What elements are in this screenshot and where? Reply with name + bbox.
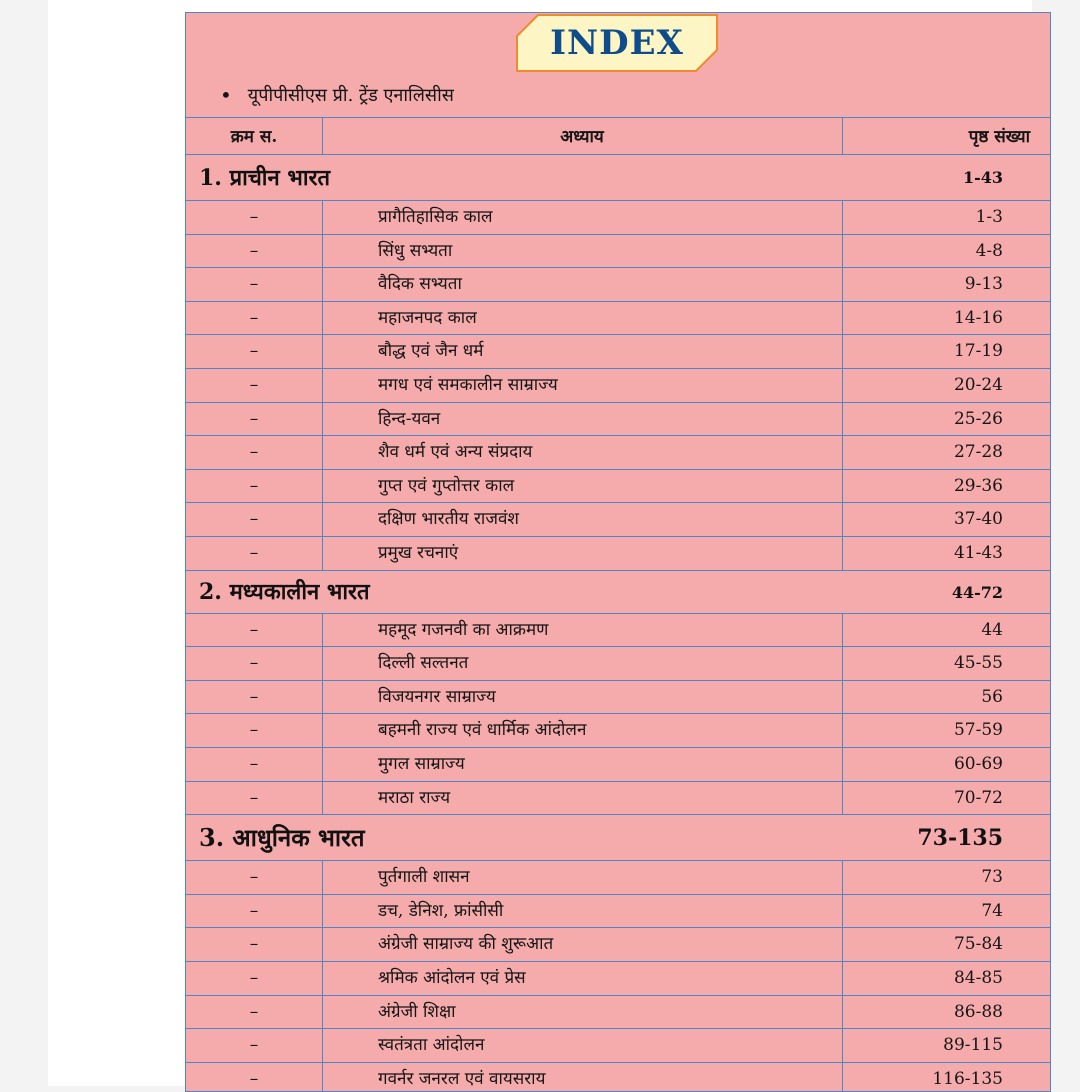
page-range: 41-43 [953,543,1003,563]
row-dash: – [249,509,259,530]
column-divider [322,614,323,816]
page-range: 4-8 [975,240,1003,261]
table-row [186,895,1051,929]
chapter-name: दक्षिण भारतीय राजवंश [378,509,519,530]
section-page-range: 73-135 [917,825,1003,852]
trend-item-label: यूपीपीसीएस प्री. ट्रेंड एनालिसीस [247,85,454,106]
table-row [186,647,1051,681]
row-dash: – [249,543,259,563]
section-header [186,571,1051,614]
page-range: 29-36 [953,475,1003,496]
table-row [186,235,1051,269]
page-range: 70-72 [953,787,1003,808]
page-range: 89-115 [943,1035,1003,1056]
page-range: 20-24 [953,375,1003,395]
page-range: 45-55 [953,653,1003,674]
section-page-range: 1-43 [962,168,1003,187]
chapter-name: डच, डेनिश, फ्रांसीसी [378,900,504,921]
header-column-divider [842,117,843,155]
index-title: INDEX [550,23,684,63]
header-sno: क्रम स. [230,127,278,147]
table-row [186,537,1051,571]
section-header [186,815,1051,861]
table-row [186,714,1051,748]
table-row [186,335,1051,369]
table-row [186,1029,1051,1063]
column-divider [842,201,843,571]
row-dash: – [249,686,259,707]
table-row [186,681,1051,715]
chapter-name: हिन्द-यवन [378,408,441,429]
page-range: 25-26 [953,408,1003,429]
table-row [186,782,1051,816]
table-row [186,403,1051,437]
row-dash: – [249,408,259,429]
trend-bullet-item [220,83,454,107]
chapter-name: स्वतंत्रता आंदोलन [378,1035,485,1056]
row-dash: – [249,720,259,741]
table-row [186,436,1051,470]
row-dash: – [249,475,259,496]
index-table [185,12,1051,1092]
row-dash: – [249,968,259,988]
row-dash: – [249,900,259,921]
chapter-name: अंग्रेजी शिक्षा [378,1001,456,1022]
page-range: 75-84 [953,934,1003,955]
document-page [48,0,1032,1089]
section-title: 1. प्राचीन भारत [199,165,331,191]
page-range: 27-28 [953,442,1003,463]
chapter-name: मगध एवं समकालीन साम्राज्य [378,375,558,395]
page-range: 1-3 [975,207,1003,227]
section-page-range: 44-72 [951,582,1003,602]
table-row [186,1063,1051,1092]
page-range: 37-40 [953,509,1003,530]
page-range: 17-19 [953,341,1003,362]
row-dash: – [249,754,259,774]
chapter-name: मराठा राज्य [378,787,451,808]
page-range: 86-88 [953,1001,1003,1022]
row-dash: – [249,341,259,362]
row-dash: – [249,867,259,888]
row-dash: – [249,653,259,674]
chapter-name: महाजनपद काल [378,307,477,328]
row-dash: – [249,1068,259,1089]
row-dash: – [249,619,259,640]
chapter-name: गुप्त एवं गुप्तोत्तर काल [378,475,515,496]
row-dash: – [249,240,259,261]
page-range: 73 [981,867,1003,888]
table-row [186,302,1051,336]
row-dash: – [249,375,259,395]
row-dash: – [249,207,259,227]
table-row [186,369,1051,403]
section-header [186,155,1051,201]
section-title: 3. आधुनिक भारत [199,823,365,853]
chapter-name: बौद्ध एवं जैन धर्म [378,341,484,362]
page-range: 14-16 [953,307,1003,328]
table-row [186,470,1051,504]
header-column-divider [322,117,323,155]
chapter-name: प्रमुख रचनाएं [378,543,459,563]
row-dash: – [249,274,259,295]
chapter-name: गवर्नर जनरल एवं वायसराय [378,1068,546,1089]
header-page: पृष्ठ संख्या [968,127,1030,147]
row-dash: – [249,934,259,955]
table-row [186,962,1051,996]
chapter-name: शैव धर्म एवं अन्य संप्रदाय [378,442,533,463]
page-range: 44 [981,619,1003,640]
column-divider [322,201,323,571]
row-dash: – [249,1001,259,1022]
index-badge [516,14,718,72]
page-range: 9-13 [964,274,1003,295]
chapter-name: प्रागैतिहासिक काल [378,207,493,227]
table-row [186,748,1051,782]
row-dash: – [249,1035,259,1056]
header-chapter: अध्याय [560,127,604,147]
chapter-name: सिंधु सभ्यता [378,240,453,261]
row-dash: – [249,307,259,328]
row-dash: – [249,442,259,463]
chapter-name: अंग्रेजी साम्राज्य की शुरूआत [378,934,554,955]
page-range: 57-59 [953,720,1003,741]
chapter-name: श्रमिक आंदोलन एवं प्रेस [378,968,526,988]
bullet-icon: • [220,83,232,107]
table-row [186,996,1051,1030]
chapter-name: मुगल साम्राज्य [378,754,465,774]
table-row [186,201,1051,235]
page-range: 84-85 [953,968,1003,988]
row-dash: – [249,787,259,808]
chapter-name: दिल्ली सल्तनत [378,653,469,674]
table-row [186,268,1051,302]
column-divider [842,614,843,816]
section-title: 2. मध्यकालीन भारत [199,578,370,605]
table-row [186,503,1051,537]
page-range: 74 [981,900,1003,921]
chapter-name: वैदिक सभ्यता [378,274,462,295]
table-row [186,861,1051,895]
chapter-name: पुर्तगाली शासन [378,867,470,888]
column-divider [322,861,323,1092]
table-row [186,614,1051,648]
chapter-name: विजयनगर साम्राज्य [378,686,496,707]
table-row [186,928,1051,962]
table-header [186,117,1051,155]
chapter-name: महमूद गजनवी का आक्रमण [378,619,549,640]
page-range: 116-135 [932,1068,1003,1089]
chapter-name: बहमनी राज्य एवं धार्मिक आंदोलन [378,720,587,741]
page-range: 60-69 [953,754,1003,774]
column-divider [842,861,843,1092]
page-range: 56 [981,686,1003,707]
